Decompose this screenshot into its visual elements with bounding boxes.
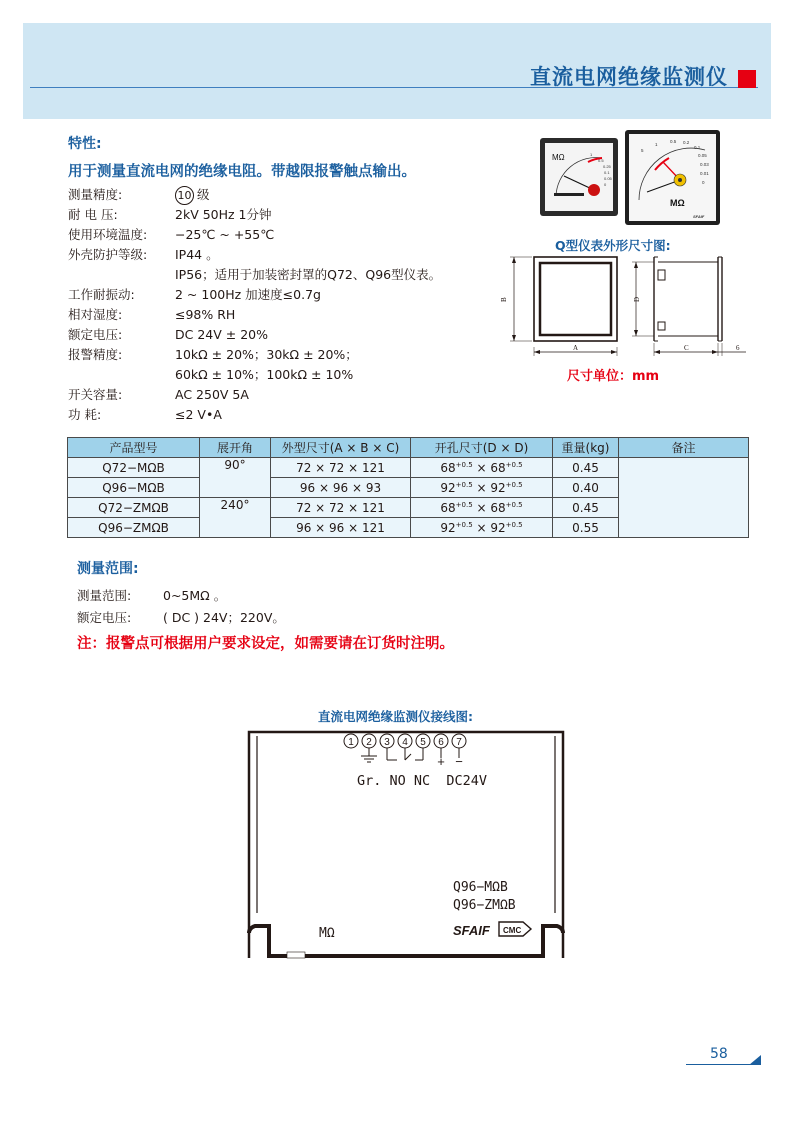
size-cell: 96 × 96 × 121 — [271, 518, 411, 538]
spec-label: 功 耗: — [68, 407, 102, 422]
table-header-row — [68, 438, 749, 458]
spec-label: 相对湿度: — [68, 307, 123, 322]
wiring-unit: MΩ — [319, 926, 335, 941]
angle-cell: 90° — [200, 458, 271, 498]
spec-row — [68, 185, 441, 205]
dim-d-label: D — [633, 296, 641, 302]
spec-row — [68, 345, 441, 385]
spec-row — [68, 245, 441, 285]
terminal-3: 3 — [384, 737, 390, 748]
features-heading: 特性: — [68, 136, 102, 152]
plus-sign: + — [437, 754, 445, 769]
table-row — [68, 458, 749, 478]
svg-text:0: 0 — [702, 180, 705, 185]
svg-text:0.05: 0.05 — [604, 176, 612, 181]
spec-label: 报警精度: — [68, 347, 123, 362]
terminal-2: 2 — [366, 737, 372, 748]
spec-value: IP44 。 IP56；适用于加装密封罩的Q72、Q96型仪表。 — [175, 247, 442, 282]
spec-list — [68, 185, 441, 425]
spec-label: 额定电压: — [68, 327, 123, 342]
spec-row — [68, 305, 441, 325]
meter-photo-large — [625, 130, 720, 225]
large-meter-unit: MΩ — [670, 198, 685, 208]
terminal-4: 4 — [402, 737, 408, 748]
spec-row — [68, 405, 441, 425]
spec-value: −25℃ ~ +55℃ — [175, 227, 275, 242]
wiring-model-1: Q96−MΩB — [453, 880, 508, 895]
small-meter-unit: MΩ — [552, 153, 565, 162]
svg-text:0.25: 0.25 — [603, 164, 611, 169]
weight-cell: 0.45 — [553, 498, 619, 518]
spec-value: DC 24V ± 20% — [175, 327, 268, 342]
product-table — [67, 437, 749, 538]
svg-text:0.1: 0.1 — [604, 170, 610, 175]
col-hole: 开孔尺寸(D × D) — [411, 438, 553, 458]
dim-c-label: C — [684, 344, 689, 352]
remark-cell — [619, 458, 749, 538]
dim-a-label: A — [573, 344, 579, 352]
weight-cell: 0.55 — [553, 518, 619, 538]
col-angle: 展开角 — [200, 438, 271, 458]
spec-row — [68, 285, 441, 305]
col-size: 外型尺寸(A × B × C) — [271, 438, 411, 458]
svg-text:5: 5 — [641, 148, 644, 153]
svg-text:0.5: 0.5 — [598, 158, 604, 163]
svg-text:1: 1 — [590, 152, 593, 157]
svg-text:0.05: 0.05 — [698, 153, 707, 158]
dim-b-label: B — [500, 297, 508, 302]
hole-cell: $92^{+0.5} \times 92^{+0.5}$ — [411, 518, 553, 538]
terminal-7: 7 — [456, 737, 462, 748]
svg-text:0.03: 0.03 — [700, 162, 709, 167]
spec-row — [68, 225, 441, 245]
spec-label: 工作耐振动: — [68, 287, 135, 302]
spec-label: 开关容量: — [68, 387, 123, 402]
hole-cell: $68^{+0.5} \times 68^{+0.5}$ — [411, 498, 553, 518]
terminal-5: 5 — [420, 737, 426, 748]
range-heading: 测量范围: — [77, 561, 139, 577]
spec-row — [68, 325, 441, 345]
unit-note: 尺寸单位：mm — [567, 369, 660, 384]
svg-text:0.5: 0.5 — [670, 139, 677, 144]
features-subheading: 用于测量直流电网的绝缘电阻。带越限报警触点输出。 — [68, 164, 416, 180]
range-item: 额定电压: ( DC ) 24V；220V。 — [77, 610, 285, 625]
title-square-icon — [738, 70, 756, 88]
dim-6-label: 6 — [736, 344, 740, 352]
model-cell: Q96−MΩB — [68, 478, 200, 498]
spec-label: 耐 电 压: — [68, 207, 118, 222]
spec-row — [68, 205, 441, 225]
svg-text:1: 1 — [655, 142, 658, 147]
svg-text:0.01: 0.01 — [700, 171, 709, 176]
wiring-model-2: Q96−ZMΩB — [453, 898, 516, 913]
spec-value: 10kΩ ± 20%；30kΩ ± 20%； 60kΩ ± 10%；100kΩ ± 10% — [175, 347, 358, 382]
terminal-1: 1 — [348, 737, 354, 748]
spec-label: 测量精度: — [68, 187, 123, 202]
page-corner-icon — [749, 1055, 761, 1065]
size-cell: 72 × 72 × 121 — [271, 458, 411, 478]
wiring-diagram — [247, 728, 567, 960]
spec-value: ≤2 V•A — [175, 407, 222, 422]
spec-value: 10 级 — [175, 185, 210, 205]
page-number: 58 — [710, 1046, 728, 1062]
spec-label: 外壳防护等级: — [68, 247, 148, 262]
spec-value: ≤98% RH — [175, 307, 236, 322]
svg-text:0: 0 — [604, 182, 607, 187]
spec-label: 使用环境温度: — [68, 227, 148, 242]
range-item: 测量范围: 0~5MΩ 。 — [77, 588, 227, 603]
model-cell: Q96−ZMΩB — [68, 518, 200, 538]
page-title: 直流电网绝缘监测仪 — [530, 65, 728, 89]
wiring-title: 直流电网绝缘监测仪接线图: — [318, 709, 473, 724]
size-cell: 96 × 96 × 93 — [271, 478, 411, 498]
dimension-figure-title: Q型仪表外形尺寸图: — [555, 238, 671, 253]
page-number-rule — [686, 1064, 750, 1065]
terminal-6: 6 — [438, 737, 444, 748]
hole-cell: $92^{+0.5} \times 92^{+0.5}$ — [411, 478, 553, 498]
meter-photo-small — [540, 138, 618, 216]
spec-value: 2kV 50Hz 1分钟 — [175, 207, 272, 222]
order-note: 注：报警点可根据用户要求设定，如需要请在订货时注明。 — [77, 636, 454, 652]
spec-value: 2 ~ 100Hz 加速度≤0.7g — [175, 287, 321, 302]
weight-cell: 0.45 — [553, 458, 619, 478]
spec-value: AC 250V 5A — [175, 387, 249, 402]
svg-text:SFAIF: SFAIF — [693, 214, 705, 219]
weight-cell: 0.40 — [553, 478, 619, 498]
dimension-drawing — [498, 252, 758, 364]
spec-row — [68, 385, 441, 405]
cmc-mark-label: CMC — [503, 926, 522, 935]
col-model: 产品型号 — [68, 438, 200, 458]
wiring-labels: Gr. NO NC DC24V — [357, 773, 488, 789]
accuracy-class-badge: 10 — [175, 186, 194, 205]
size-cell: 72 × 72 × 121 — [271, 498, 411, 518]
angle-cell: 240° — [200, 498, 271, 538]
model-cell: Q72−MΩB — [68, 458, 200, 478]
minus-sign: − — [455, 754, 463, 769]
brand-logo: SFAIF — [453, 923, 490, 938]
svg-text:0.2: 0.2 — [683, 140, 690, 145]
model-cell: Q72−ZMΩB — [68, 498, 200, 518]
hole-cell: $68^{+0.5} \times 68^{+0.5}$ — [411, 458, 553, 478]
col-remark: 备注 — [619, 438, 749, 458]
col-weight: 重量(kg) — [553, 438, 619, 458]
svg-text:0.1: 0.1 — [694, 145, 701, 150]
range-list — [77, 585, 285, 629]
